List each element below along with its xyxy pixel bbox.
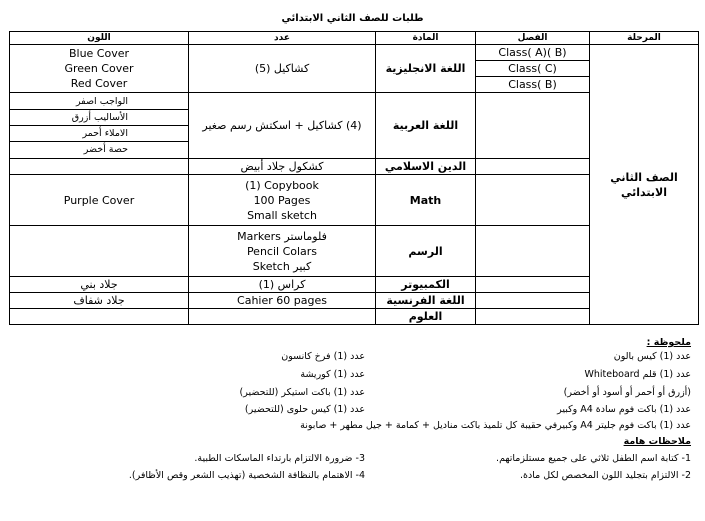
supplies-table <box>9 31 699 325</box>
note-item: عدد (1) كوريشة <box>300 369 365 380</box>
color-item: حصة أخضر <box>83 144 128 155</box>
header-subject: المادة <box>376 32 476 45</box>
note-full-line: عدد (1) باكت فوم جليتر A4 وكبيرفي حقيبة كل تلميذ باكت مناديل + كمامة + جيل مطهر + صابونة <box>300 420 691 431</box>
note-item: عدد (1) باكت استيكر (للتحضير) <box>239 387 365 398</box>
count-item: Markers فلوماستر <box>237 229 327 243</box>
count-art <box>189 226 376 277</box>
subject-english: اللغة الانجليزية <box>376 45 476 93</box>
color-item: الاملاء أحمر <box>10 126 188 142</box>
page-title: طلبات للصف الثاني الابتدائي <box>281 13 424 24</box>
subject-islamic: الدين الاسلامي <box>376 159 476 175</box>
color-item: الأساليب أزرق <box>10 110 188 126</box>
header-count: عدد <box>189 32 376 45</box>
count-islamic: كشكول جلاد أبيض <box>189 159 376 175</box>
color-english <box>10 45 189 93</box>
count-math <box>189 175 376 226</box>
note-item: عدد (1) قلم Whiteboard <box>584 369 691 380</box>
count-item: 100 Pages <box>253 193 311 207</box>
color-french: جلاد شفاف <box>10 293 189 309</box>
count-arabic: (4) كشاكيل + اسكتش رسم صغير <box>189 93 376 159</box>
count-item: Sketch كبير <box>252 259 312 273</box>
important-item: 3- ضرورة الالتزام بارتداء الماسكات الطبية. <box>194 453 365 464</box>
important-item: 2- الالتزام بتجليد اللون المخصص لكل مادة. <box>520 470 691 481</box>
class-item: Class( B) <box>508 78 557 91</box>
stage-cell: الصف الثاني الابتدائي <box>590 45 699 325</box>
note-item: (أزرق أو أحمر أو أسود أو أخضر) <box>563 387 691 398</box>
subject-math: Math <box>376 175 476 226</box>
subject-art: الرسم <box>376 226 476 277</box>
count-item: (1) Copybook <box>245 178 319 192</box>
class-item: Class( C) <box>476 61 589 77</box>
note-item: عدد (1) فرخ كانسون <box>281 351 365 362</box>
color-art <box>10 226 189 277</box>
note-item: عدد (1) كيس حلوى (للتحضير) <box>244 404 365 415</box>
count-computer: كراس (1) <box>189 277 376 293</box>
subject-arabic: اللغة العربية <box>376 93 476 159</box>
subject-science: العلوم <box>376 309 476 325</box>
color-computer: جلاد بني <box>10 277 189 293</box>
header-color: اللون <box>10 32 189 45</box>
header-row <box>10 32 699 45</box>
color-science <box>10 309 189 325</box>
color-item: Blue Cover <box>68 47 130 60</box>
color-item: الواجب اصفر <box>10 94 188 110</box>
subject-french: اللغة الفرنسية <box>376 293 476 309</box>
important-item: 1- كتابة اسم الطفل ثلاثي على جميع مستلزماتهم. <box>496 453 691 464</box>
row-english <box>10 45 699 93</box>
color-arabic <box>10 93 189 159</box>
color-islamic <box>10 159 189 175</box>
notes-heading: ملحوظة : <box>646 337 691 348</box>
note-item: عدد (1) باكت فوم سادة A4 وكبير <box>557 404 691 415</box>
english-classes <box>476 45 590 93</box>
important-heading: ملاحظات هامة <box>623 436 691 447</box>
color-item: Green Cover <box>64 62 134 75</box>
note-item: عدد (1) كيس بالون <box>613 351 691 362</box>
header-stage: المرحلة <box>590 32 699 45</box>
count-science <box>189 309 376 325</box>
count-item: Pencil Colars <box>246 244 318 258</box>
important-item: 4- الاهتمام بالنظافة الشخصية (تهذيب الشعر وقص الأظافر). <box>128 470 365 481</box>
subject-computer: الكمبيوتر <box>376 277 476 293</box>
color-math: Purple Cover <box>10 175 189 226</box>
count-english: كشاكيل (5) <box>189 45 376 93</box>
class-item: Class( A)( B) <box>476 45 589 61</box>
color-item: Red Cover <box>70 77 128 90</box>
count-item: Small sketch <box>247 208 317 222</box>
count-french: Cahier 60 pages <box>189 293 376 309</box>
header-class: الفصل <box>476 32 590 45</box>
